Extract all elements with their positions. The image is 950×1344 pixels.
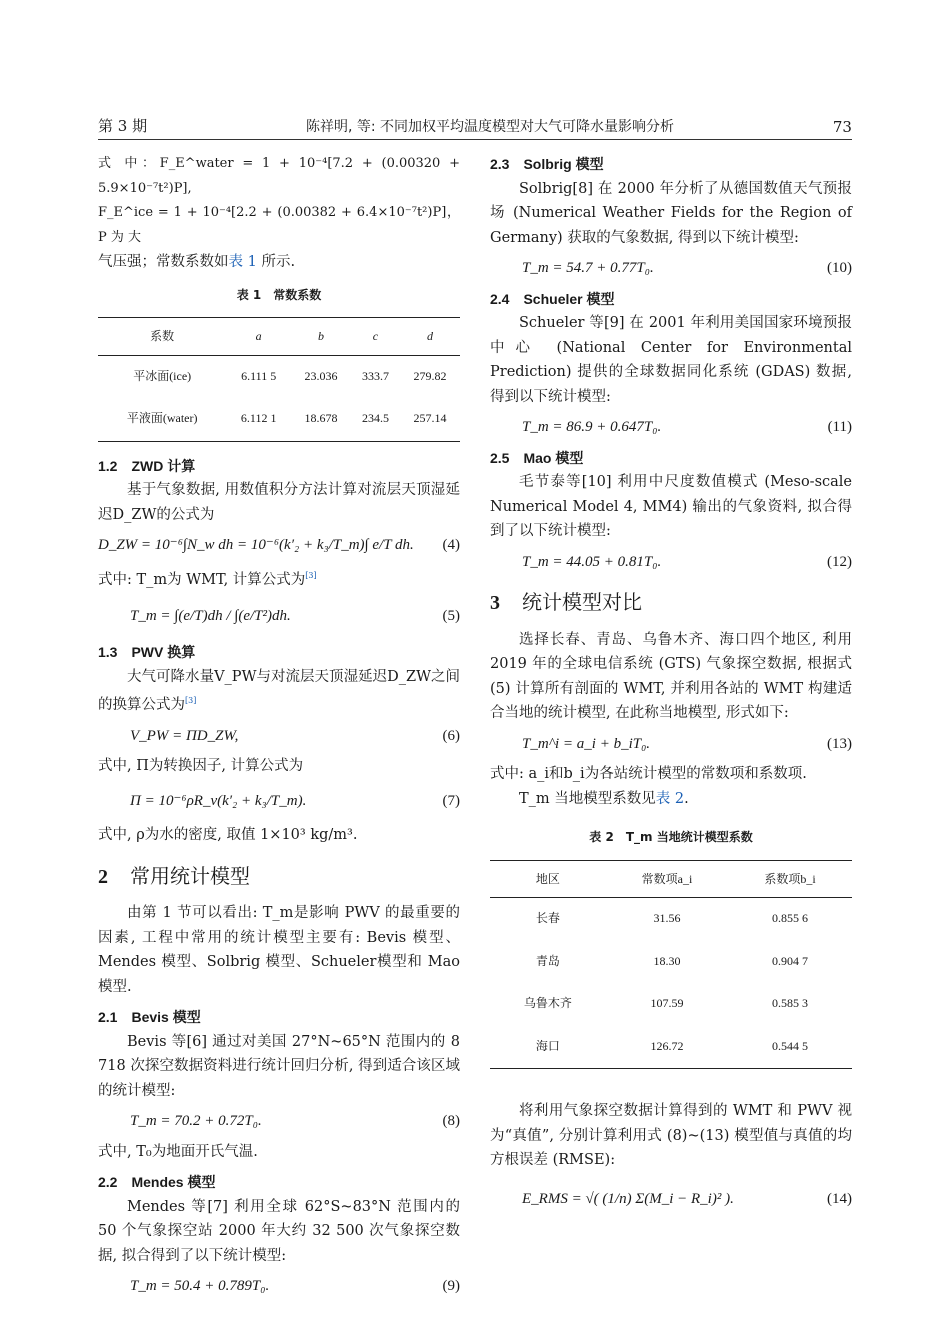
equation-7-body: Π = 10⁻⁶ρR_v(k′₂ + k₃/T_m). [130, 792, 307, 809]
cell: 平冰面(ice) [133, 368, 192, 383]
cell: 257.14 [413, 411, 447, 425]
cell: 0.855 6 [772, 911, 809, 925]
cell: 乌鲁木齐 [523, 996, 572, 1010]
equation-10-number: (10) [827, 260, 852, 276]
section-2-5-heading: 2.5 Mao 模型 [490, 449, 584, 466]
section-2-5-text: 毛节泰等[10] 利用中尺度数值模式 (Meso-scale Numerical Model 4, MM4) 输出的气象资料, 拟合得到了以下统计模型: [490, 474, 852, 539]
cell: 0.904 7 [772, 953, 809, 968]
ref-link[interactable]: [3] [185, 696, 197, 706]
equation-7-number: (7) [442, 792, 460, 809]
table-row [98, 355, 460, 398]
table-row [490, 941, 852, 984]
table2-link[interactable]: 表 2 [655, 790, 685, 807]
equation-9-body: T_m = 50.4 + 0.789T₀. [130, 1278, 270, 1295]
equation-13-body: T_m^i = a_i + b_iT₀. [522, 735, 651, 752]
equation-8-number: (8) [442, 1113, 460, 1130]
equation-5-number: (5) [442, 607, 460, 624]
t1-header-2: b [291, 318, 351, 356]
table-row [490, 1026, 852, 1069]
pi-definition: 式中, Π为转换因子, 计算公式为 [98, 758, 304, 775]
intro-line-3: 气压强；常数系数如表 1 所示. [98, 254, 296, 270]
cell: 23.036 [304, 368, 338, 383]
equation-9-number: (9) [442, 1278, 460, 1295]
equation-14-number: (14) [827, 1190, 852, 1207]
equation-14-body: E_RMS = √( (1/n) Σ(M_i − R_i)² ). [522, 1190, 734, 1207]
equation-9 [98, 1274, 460, 1299]
rmse-text: 将利用气象探空数据计算得到的 WMT 和 PWV 视为“真值”, 分别计算利用式 (8)~(13) 模型值与真值的均方根误差 (RMSE): [490, 1103, 852, 1168]
table-row [490, 983, 852, 1026]
intro-line-1: 式 中：F_E^water = 1 + 10⁻⁴[7.2 + (0.00320 + 5.9×10⁻⁷t²)P], [98, 156, 460, 196]
cell: 107.59 [650, 996, 684, 1010]
section-2-3-heading: 2.3 Solbrig 模型 [490, 156, 604, 172]
equation-4-body: D_ZW = 10⁻⁶∫N_w dh = 10⁻⁶(k′₂ + k₃/T_m)∫ e/T dh. [98, 537, 414, 553]
equation-6-body: V_PW = ΠD_ZW, [130, 727, 239, 744]
table-1 [98, 317, 460, 442]
equation-8 [98, 1109, 460, 1134]
section-3-heading: 3 统计模型对比 [490, 590, 642, 614]
t2-header-0: 地区 [490, 860, 606, 898]
table1-caption: 表 1 常数系数 [236, 287, 322, 302]
cell: 6.111 5 [241, 368, 277, 383]
equation-5-body: T_m = ∫(e/T)dh / ∫(e/T²)dh. [130, 607, 291, 624]
rho-definition: 式中, ρ为水的密度, 取值 1×10³ kg/m³. [98, 827, 358, 844]
section-2-4-text: Schueler 等[9] 在 2001 年利用美国国家环境预报中心 (National Center for Environmental Prediction) 提供的全球数据同化系统 (GDAS) 数据, 得到以下统计模型: [490, 315, 852, 405]
table-row [490, 898, 852, 941]
t2-header-2: 系数项b_i [728, 860, 852, 898]
page-number: 73 [832, 118, 852, 136]
t1-header-3: c [351, 318, 400, 356]
table-2 [490, 860, 852, 1070]
issue-number: 第 3 期 [98, 117, 148, 135]
equation-6-number: (6) [442, 727, 460, 744]
t1-header-4: d [400, 318, 460, 356]
section-2-text: 由第 1 节可以看出: T_m是影响 PWV 的最重要的因素, 工程中常用的统计模型主要有: Bevis 模型、Mendes 模型、Solbrig 模型、Schueler模型和 Mao 模型. [98, 905, 460, 995]
equation-4 [98, 533, 460, 558]
t1-header-1: a [226, 318, 291, 356]
section-2-4-heading: 2.4 Schueler 模型 [490, 290, 615, 307]
cell: 6.112 1 [240, 411, 277, 425]
equation-11-body: T_m = 86.9 + 0.647T₀. [522, 419, 662, 435]
section-2-1-text: Bevis 等[6] 通过对美国 27°N~65°N 范围内的 8 718 次探空数据资料进行统计回归分析, 得到适合该区域的统计模型: [98, 1033, 460, 1099]
table-row [98, 398, 460, 441]
cell: 海口 [535, 1038, 560, 1053]
t0-definition: 式中, T₀为地面开氏气温. [98, 1143, 258, 1160]
section-3-text: 选择长春、青岛、乌鲁木齐、海口四个地区, 利用 2019 年的全球电信系统 (GTS) 气象探空数据, 根据式 (5) 计算所有剖面的 WMT, 并利用各站的 WMT 构建适合当地的统计模型, 在此称当地模型, 形式如下: [490, 631, 852, 721]
equation-12 [490, 550, 852, 575]
ref-link[interactable]: [3] [305, 570, 317, 580]
cell: 0.544 5 [772, 1038, 809, 1053]
equation-10 [490, 256, 852, 281]
table2-caption: 表 2 T_m 当地统计模型系数 [589, 830, 753, 844]
section-2-1-heading: 2.1 Bevis 模型 [98, 1009, 201, 1026]
section-2-3-text: Solbrig[8] 在 2000 年分析了从德国数值天气预报场 (Numerical Weather Fields for the Region of Germany) 获取的气象数据, 得到以下统计模型: [490, 180, 852, 246]
ab-definition: 式中: a_i和b_i为各站统计模型的常数项和系数项. [490, 766, 807, 782]
table2-reference-text: T_m 当地模型系数见表 2. [519, 790, 689, 807]
running-header [98, 112, 852, 140]
cell: 333.7 [361, 368, 389, 383]
section-1-3-heading: 1.3 PWV 换算 [98, 644, 196, 661]
running-title: 陈祥明, 等: 不同加权平均温度模型对大气可降水量影响分析 [305, 119, 675, 135]
equation-6 [98, 724, 460, 749]
section-2-2-text: Mendes 等[7] 利用全球 62°S~83°N 范围内的 50 个气象探空站 2000 年大约 32 500 次气象探空数据, 拟合得到了以下统计模型: [98, 1198, 460, 1264]
cell: 平液面(water) [126, 411, 198, 425]
cell: 长春 [535, 911, 560, 925]
cell: 18.30 [653, 953, 681, 968]
equation-11-number: (11) [827, 419, 852, 435]
equation-13-number: (13) [827, 735, 852, 752]
cell: 126.72 [650, 1038, 684, 1053]
equation-12-body: T_m = 44.05 + 0.81T₀. [522, 553, 662, 570]
section-1-2-text: 基于气象数据, 用数值积分方法计算对流层天顶湿延迟D_ZW的公式为 [98, 482, 460, 523]
equation-7 [98, 789, 460, 814]
equation-5 [98, 604, 460, 629]
left-column [98, 152, 460, 1305]
cell: 31.56 [653, 911, 681, 925]
cell: 234.5 [361, 411, 389, 425]
table1-link[interactable]: 表 1 [228, 254, 257, 270]
equation-8-body: T_m = 70.2 + 0.72T₀. [130, 1113, 262, 1130]
equation-10-body: T_m = 54.7 + 0.77T₀. [522, 260, 654, 276]
section-1-3-text: 大气可降水量V_PW与对流层天顶湿延迟D_ZW之间的换算公式为[3] [98, 668, 460, 714]
right-column [490, 152, 852, 1217]
cell: 青岛 [535, 953, 560, 968]
t1-header-0: 系数 [98, 318, 226, 356]
cell: 18.678 [304, 411, 338, 425]
cell: 279.82 [413, 368, 447, 383]
equation-4-number: (4) [442, 537, 460, 553]
tm-definition: 式中: T_m为 WMT, 计算公式为[3] [98, 570, 317, 588]
equation-12-number: (12) [827, 553, 852, 570]
section-2-2-heading: 2.2 Mendes 模型 [98, 1174, 216, 1191]
section-1-2-heading: 1.2 ZWD 计算 [98, 457, 196, 474]
t2-header-1: 常数项a_i [606, 860, 728, 898]
equation-11 [490, 415, 852, 440]
section-2-heading: 2 常用统计模型 [98, 863, 250, 888]
intro-line-2: F_E^ice = 1 + 10⁻⁴[2.2 + (0.00382 + 6.4×10⁻⁷t²)P]，P 为 大 [98, 205, 460, 245]
equation-14 [490, 1187, 852, 1212]
equation-13 [490, 732, 852, 757]
cell: 0.585 3 [772, 996, 809, 1010]
